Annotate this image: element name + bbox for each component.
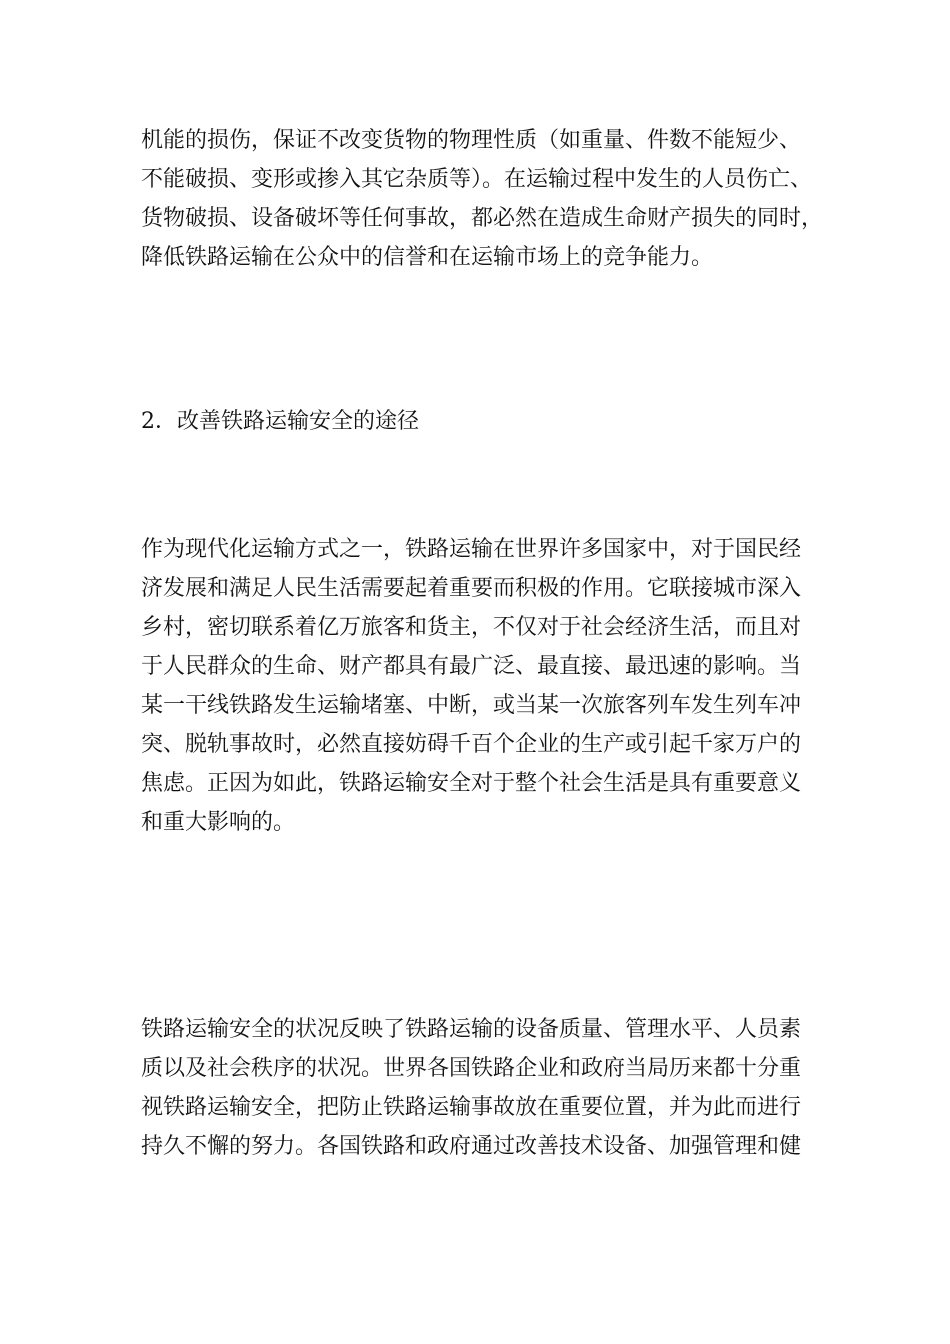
paragraph-line: 乡村，密切联系着亿万旅客和货主，不仅对于社会经济生活，而且对 xyxy=(141,615,802,640)
section-heading: 2．改善铁路运输安全的途径 xyxy=(141,409,419,434)
paragraph-line: 货物破损、设备破坏等任何事故，都必然在造成生命财产损失的同时， xyxy=(141,206,824,231)
paragraph-1 xyxy=(141,121,841,277)
paragraph-line: 于人民群众的生命、财产都具有最广泛、最直接、最迅速的影响。当 xyxy=(141,654,802,679)
paragraph-line: 济发展和满足人民生活需要起着重要而积极的作用。它联接城市深入 xyxy=(141,576,802,601)
paragraph-line: 作为现代化运输方式之一，铁路运输在世界许多国家中，对于国民经 xyxy=(141,537,802,562)
paragraph-line: 降低铁路运输在公众中的信誉和在运输市场上的竞争能力。 xyxy=(141,245,714,270)
paragraph-line: 某一干线铁路发生运输堵塞、中断，或当某一次旅客列车发生列车冲 xyxy=(141,693,802,718)
paragraph-line: 机能的损伤，保证不改变货物的物理性质（如重量、件数不能短少、 xyxy=(141,128,802,153)
paragraph-2 xyxy=(141,530,841,842)
paragraph-line: 视铁路运输安全，把防止铁路运输事故放在重要位置，并为此而进行 xyxy=(141,1095,802,1120)
paragraph-line: 持久不懈的努力。各国铁路和政府通过改善技术设备、加强管理和健 xyxy=(141,1134,802,1159)
paragraph-line: 和重大影响的。 xyxy=(141,810,296,835)
paragraph-line: 突、脱轨事故时，必然直接妨碍千百个企业的生产或引起千家万户的 xyxy=(141,732,802,757)
paragraph-3 xyxy=(141,1010,841,1166)
paragraph-line: 质以及社会秩序的状况。世界各国铁路企业和政府当局历来都十分重 xyxy=(141,1056,802,1081)
paragraph-line: 焦虑。正因为如此，铁路运输安全对于整个社会生活是具有重要意义 xyxy=(141,771,802,796)
paragraph-line: 铁路运输安全的状况反映了铁路运输的设备质量、管理水平、人员素 xyxy=(141,1017,802,1042)
paragraph-line: 不能破损、变形或掺入其它杂质等）。在运输过程中发生的人员伤亡、 xyxy=(141,167,813,192)
